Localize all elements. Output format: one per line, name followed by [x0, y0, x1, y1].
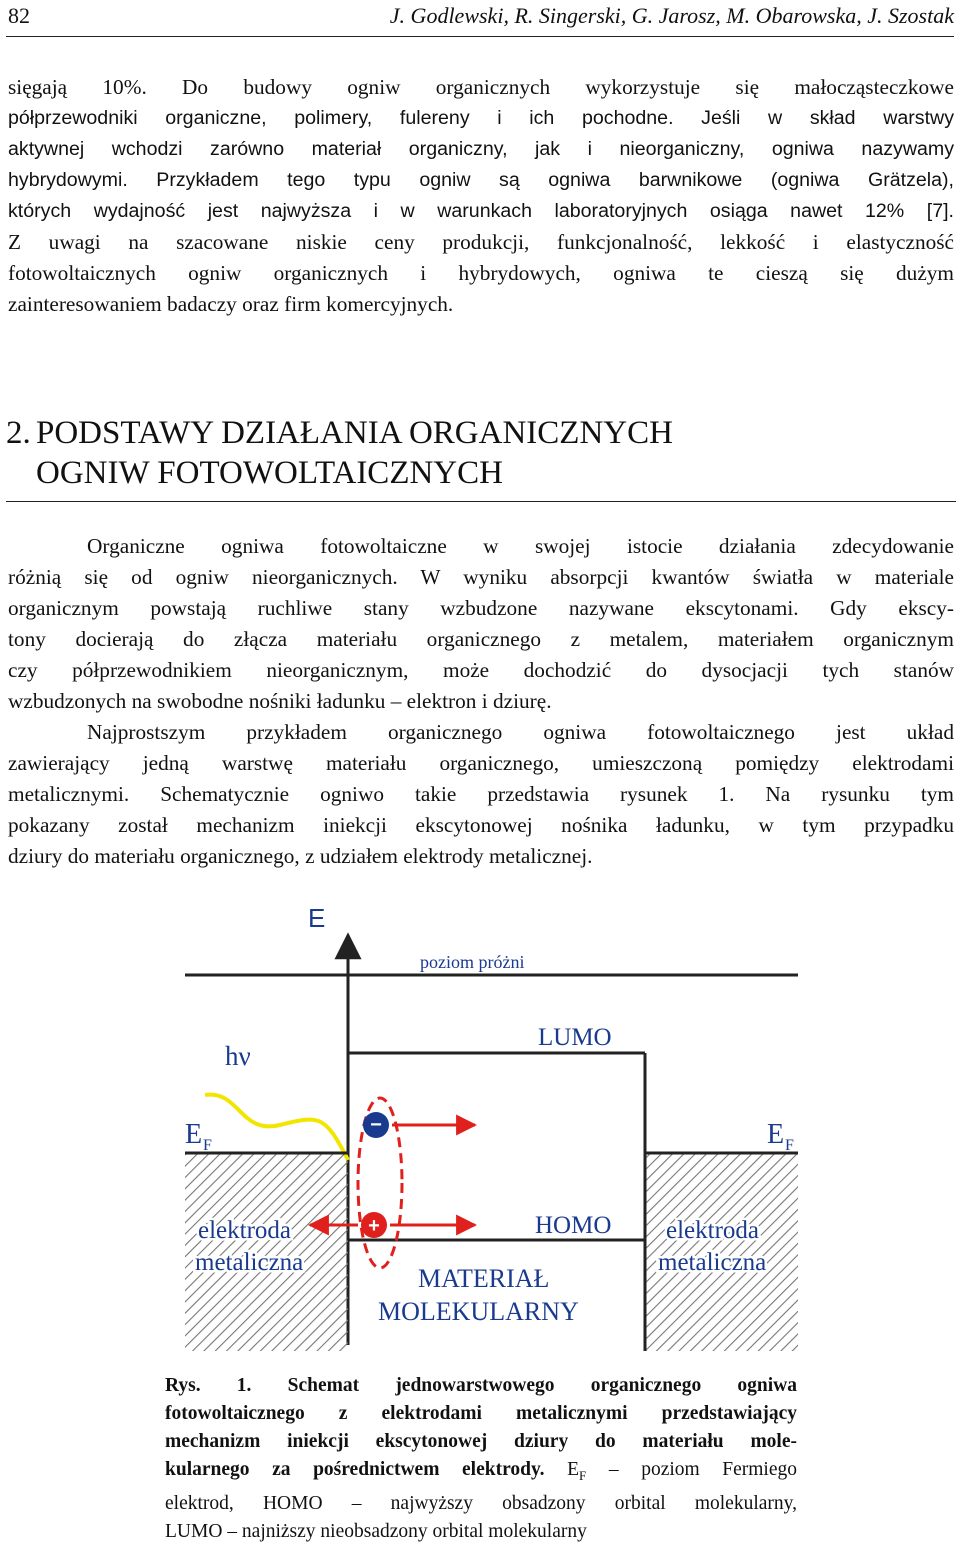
page-header: [6, 0, 954, 37]
section-title-line2: OGNIW FOTOWOLTAICZNYCH: [36, 455, 503, 491]
caption-text: kularnego za pośrednictwem elektrody.: [165, 1459, 545, 1480]
text-line: Najprostszym przykładem organicznego ogniwa fotowoltaicznego jest układ: [87, 720, 954, 744]
text-line: hybrydowymi. Przykładem tego typu ogniw są ogniwa barwnikowe (ogniwa Grätzela),: [8, 169, 954, 191]
photon-wave: [205, 1095, 348, 1160]
body-paragraph-2: [8, 717, 954, 872]
text-line: Organiczne ogniwa fotowoltaiczne w swojej istocie działania zdecydowanie: [87, 534, 954, 558]
section-number: 2.: [6, 415, 31, 451]
caption-text: – poziom Fermiego: [608, 1459, 797, 1480]
energy-axis-label: E: [308, 903, 326, 933]
text-line: zainteresowaniem badaczy oraz firm komercyjnych.: [8, 292, 454, 316]
fermi-symbol: E: [567, 1459, 580, 1480]
left-fermi-label: E: [185, 1119, 203, 1150]
homo-label: HOMO: [535, 1212, 612, 1239]
caption-line-2: [165, 1400, 797, 1428]
left-electrode-label-1: elektroda: [198, 1217, 292, 1244]
caption-line-3: [165, 1428, 797, 1456]
body-paragraph-1: [8, 531, 954, 717]
caption-line-1: [165, 1372, 797, 1400]
text-line: organicznym powstają ruchliwe stany wzbudzone nazywane ekscytonami. Gdy ekscy-: [8, 596, 954, 620]
left-electrode-label-2: metaliczna: [195, 1249, 304, 1276]
caption-line-5: elektrod, HOMO – najwyższy obsadzony orbital molekularny,: [165, 1492, 797, 1514]
text-line: czy półprzewodnikiem nieorganicznym, może dochodzić do dysocjacji tych stanów: [8, 658, 954, 682]
right-fermi-subscript: F: [785, 1137, 794, 1154]
text-line: fotowoltaicznych ogniw organicznych i hybrydowych, ogniwa te cieszą się dużym: [8, 261, 954, 285]
caption-label: Rys. 1.: [165, 1375, 252, 1396]
right-electrode-label-1: elektroda: [666, 1217, 760, 1244]
fermi-subscript: F: [579, 1467, 587, 1483]
text-line: zawierający jedną warstwę materiału organicznego, umieszczoną pomiędzy elektrodami: [8, 751, 954, 775]
electron-sign: −: [370, 1114, 382, 1136]
material-label-2: MOLEKULARNY: [378, 1297, 579, 1326]
energy-level-diagram: [150, 895, 830, 1360]
text-line: różnią się od ogniw nieorganicznych. W wyniku absorpcji kwantów światła w materiale: [8, 565, 954, 589]
right-electrode-label-2: metaliczna: [658, 1249, 767, 1276]
text-line: których wydajność jest najwyższa i w warunkach laboratoryjnych osiąga nawet 12% [7].: [8, 200, 954, 222]
section-heading: [6, 413, 956, 502]
intro-paragraph: [8, 72, 954, 320]
text-line: tony docierają do złącza materiału organicznego z metalem, materiałem organicznym: [8, 627, 954, 651]
figure-caption: [165, 1372, 797, 1546]
caption-text: mechanizm iniekcji ekscytonowej dziury do materiału mole-: [165, 1431, 797, 1452]
material-label-1: MATERIAŁ: [418, 1264, 550, 1293]
right-fermi-label: E: [767, 1119, 785, 1150]
hole-sign: +: [368, 1215, 380, 1237]
text-line: pokazany został mechanizm iniekcji ekscytonowej nośnika ładunku, w tym przypadku: [8, 813, 954, 837]
text-line: metalicznymi. Schematycznie ogniwo takie przedstawia rysunek 1. Na rysunku tym: [8, 782, 954, 806]
text-line: aktywnej wchodzi zarówno materiał organiczny, jak i nieorganiczny, ogniwa nazywamy: [8, 138, 954, 160]
running-head-authors: J. Godlewski, R. Singerski, G. Jarosz, M. Obarowska, J. Szostak: [389, 3, 954, 28]
page-number: 82: [8, 3, 30, 28]
caption-text: Schemat jednowarstwowego organicznego ogniwa: [287, 1375, 798, 1396]
caption-line-4: [165, 1456, 797, 1490]
text-line: sięgają 10%. Do budowy ogniw organicznych wykorzystuje się małocząsteczkowe: [8, 75, 954, 99]
lumo-label: LUMO: [538, 1024, 612, 1051]
text-line: wzbudzonych na swobodne nośniki ładunku – elektron i dziurę.: [8, 689, 552, 713]
text-line: półprzewodniki organiczne, polimery, fulereny i ich pochodne. Jeśli w skład warstwy: [8, 107, 954, 129]
caption-text: fotowoltaicznego z elektrodami metalicznymi przedstawiający: [165, 1403, 797, 1424]
caption-line-6: LUMO – najniższy nieobsadzony orbital molekularny: [165, 1520, 587, 1542]
text-line: Z uwagi na szacowane niskie ceny produkcji, funkcjonalność, lekkość i elastyczność: [8, 230, 954, 254]
vacuum-level-label: poziom próżni: [420, 952, 525, 972]
photon-label: hν: [225, 1041, 251, 1071]
left-fermi-subscript: F: [203, 1137, 212, 1154]
section-title-line1: PODSTAWY DZIAŁANIA ORGANICZNYCH: [36, 415, 673, 451]
text-line: dziury do materiału organicznego, z udziałem elektrody metalicznej.: [8, 844, 593, 868]
